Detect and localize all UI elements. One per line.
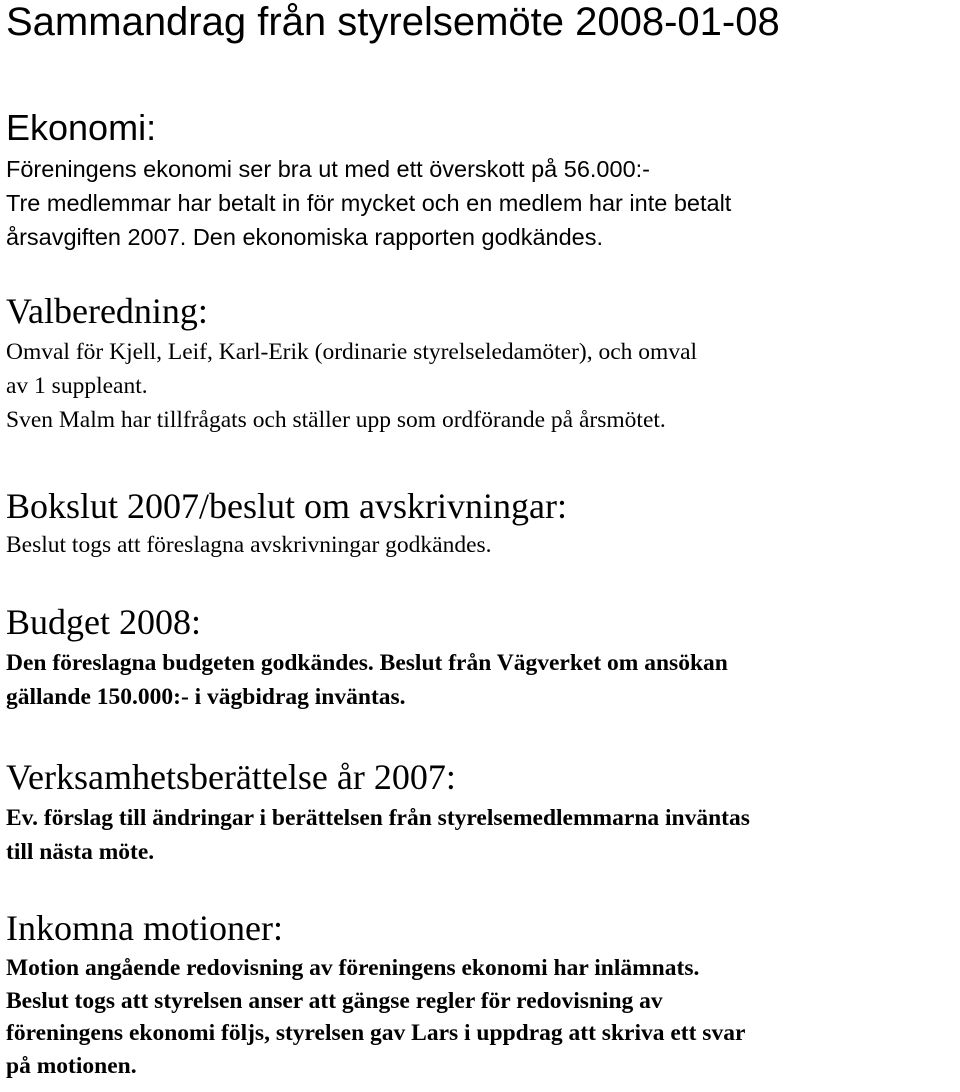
- section-heading-ekonomi: Ekonomi:: [6, 107, 157, 148]
- section-body-inkomna-motioner: [6, 952, 960, 1082]
- section-body-verksamhetsberattelse: [6, 801, 960, 869]
- section-heading-verksamhetsberattelse: Verksamhetsberättelse år 2007:: [6, 757, 456, 797]
- body-line: Motion angående redovisning av föreningens ekonomi har inlämnats.: [6, 955, 700, 981]
- section-bokslut: [6, 486, 960, 562]
- section-heading-valberedning: Valberedning:: [6, 291, 208, 331]
- body-line: föreningens ekonomi följs, styrelsen gav Lars i uppdrag att skriva ett svar: [6, 1020, 746, 1046]
- document-title: Sammandrag från styrelsemöte 2008-01-08: [6, 0, 780, 44]
- body-line: Beslut togs att föreslagna avskrivningar godkändes.: [6, 532, 492, 558]
- body-line: Föreningens ekonomi ser bra ut med ett överskott på 56.000:-: [6, 156, 650, 182]
- section-ekonomi: [6, 108, 960, 254]
- section-body-budget: [6, 646, 960, 714]
- body-line: Sven Malm har tillfrågats och ställer upp som ordförande på årsmötet.: [6, 407, 666, 433]
- body-line: Omval för Kjell, Leif, Karl-Erik (ordinarie styrelseledamöter), och omval: [6, 339, 698, 365]
- section-heading-inkomna-motioner: Inkomna motioner:: [6, 908, 283, 948]
- section-body-valberedning: [6, 335, 960, 437]
- body-line: Tre medlemmar har betalt in för mycket och en medlem har inte betalt: [6, 190, 732, 216]
- body-line: Beslut togs att styrelsen anser att gängse regler för redovisning av: [6, 987, 663, 1014]
- section-heading-bokslut: Bokslut 2007/beslut om avskrivningar:: [6, 486, 567, 526]
- section-valberedning: [6, 291, 960, 437]
- body-line: Ev. förslag till ändringar i berättelsen från styrelsemedlemmarna inväntas: [6, 805, 750, 831]
- section-body-bokslut: [6, 528, 960, 562]
- body-line: gällande 150.000:- i vägbidrag inväntas.: [6, 684, 406, 710]
- section-verksamhetsberattelse: [6, 757, 960, 869]
- section-budget: [6, 602, 960, 714]
- section-heading-budget: Budget 2008:: [6, 602, 201, 642]
- body-line: Den föreslagna budgeten godkändes. Beslut från Vägverket om ansökan: [6, 650, 728, 676]
- body-line: av 1 suppleant.: [6, 373, 148, 399]
- section-inkomna-motioner: [6, 908, 960, 1082]
- section-body-ekonomi: [6, 152, 960, 254]
- body-line: årsavgiften 2007. Den ekonomiska rapporten godkändes.: [6, 224, 604, 250]
- body-line: på motionen.: [6, 1052, 137, 1079]
- body-line: till nästa möte.: [6, 839, 155, 865]
